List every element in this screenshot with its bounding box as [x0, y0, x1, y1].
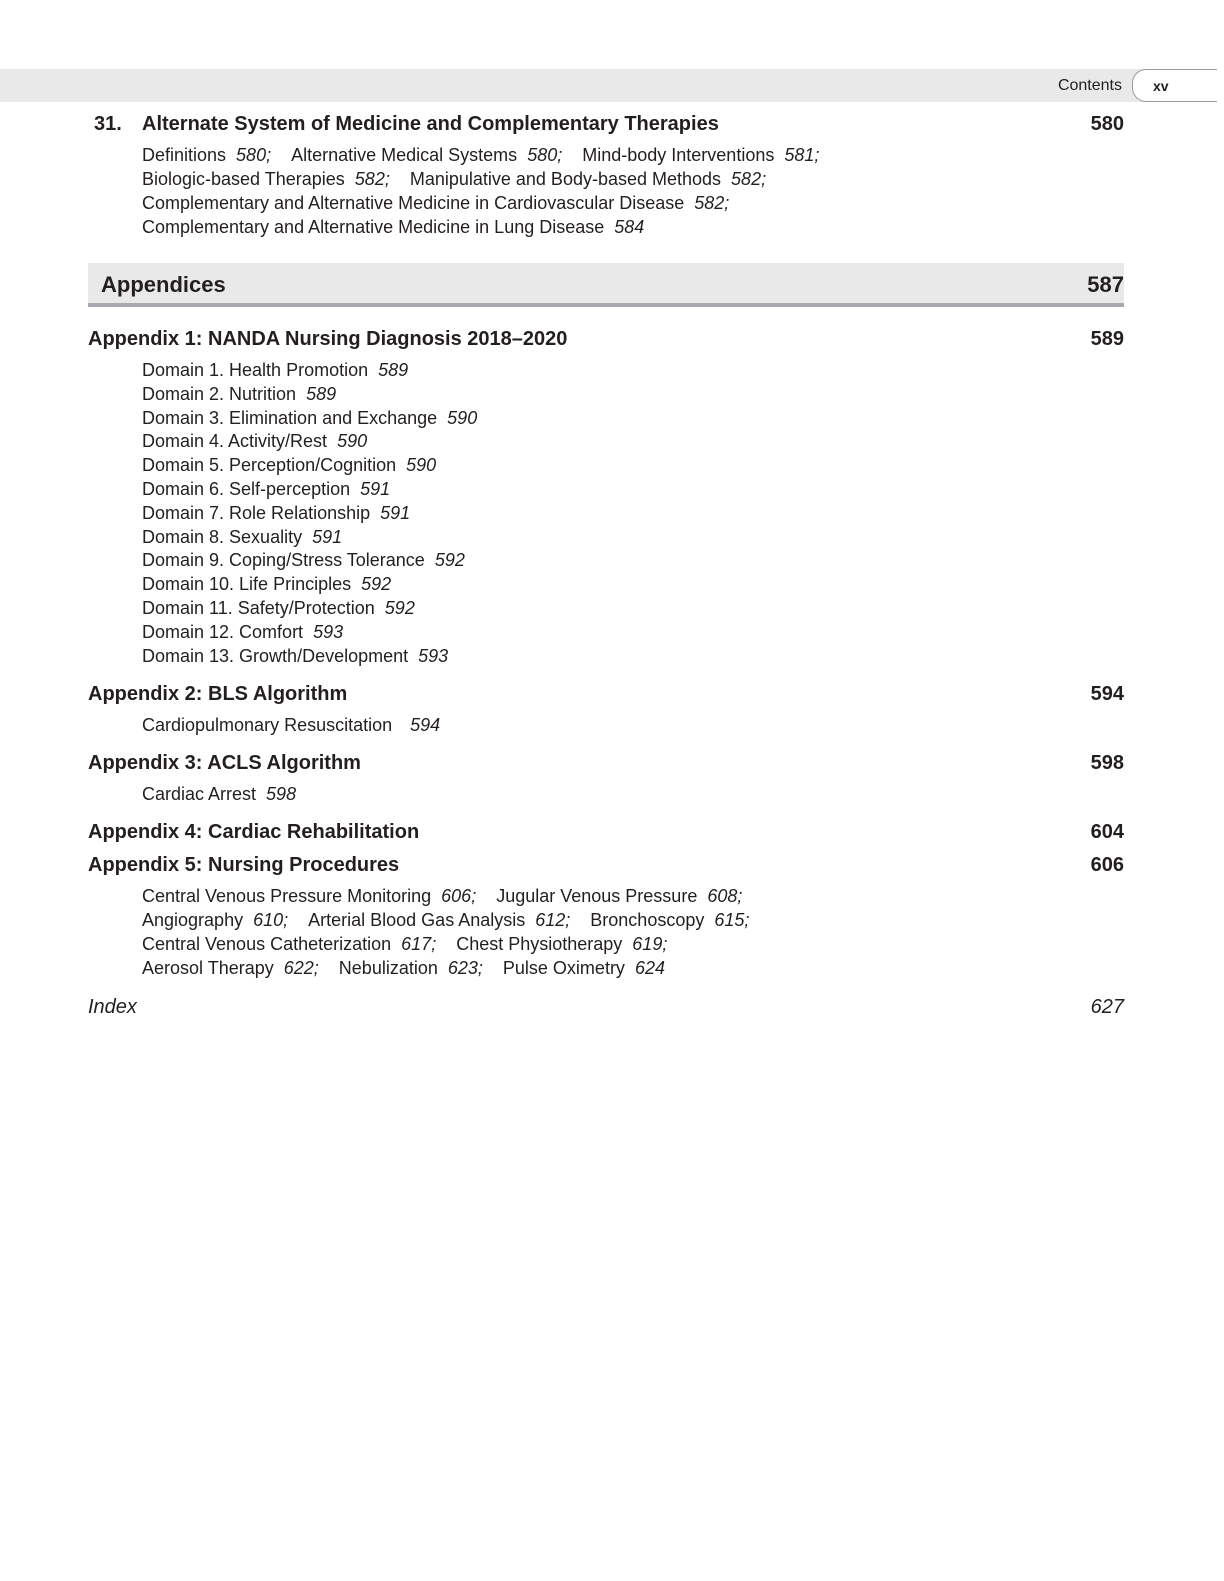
running-header-band [0, 69, 1214, 102]
domain-item[interactable] [142, 550, 465, 571]
appendix-3-title[interactable]: Appendix 3: ACLS Algorithm [88, 752, 361, 774]
subtopic-line [142, 934, 667, 955]
domain-item[interactable] [142, 646, 448, 667]
domain-page: 589 [306, 383, 337, 404]
appendix-1-page[interactable]: 589 [1090, 328, 1124, 350]
domain-page: 591 [360, 479, 391, 499]
subtopic-title[interactable]: Pulse Oximetry [502, 958, 625, 978]
subtopic-title[interactable]: Alternative Medical Systems [291, 145, 518, 165]
appendix-3-page[interactable]: 598 [1090, 752, 1124, 774]
subtopic-line [142, 886, 742, 907]
appendices-band [88, 263, 1124, 307]
subtopic-page: 608; [707, 886, 743, 906]
subtopic-line [142, 145, 819, 166]
domain-page: 592 [384, 598, 415, 618]
domain-page: 590 [337, 431, 368, 452]
appendix-2-title[interactable]: Appendix 2: BLS Algorithm [88, 683, 348, 705]
domain-page: 591 [312, 526, 343, 547]
subtopic-page: 580; [527, 145, 563, 165]
subtopic-line [142, 169, 766, 190]
subtopic-title[interactable]: Complementary and Alternative Medicine in Cardiovascular Disease [142, 193, 685, 213]
domain-item[interactable] [142, 360, 408, 381]
domain-page: 591 [380, 502, 411, 523]
domain-title: Domain 11. Safety/Protection [142, 598, 375, 618]
domain-page: 590 [406, 455, 437, 476]
appendix-1-title[interactable]: Appendix 1: NANDA Nursing Diagnosis 2018–2020 [88, 328, 568, 350]
subtopic-page: 619; [632, 934, 668, 954]
domain-item[interactable] [142, 598, 415, 619]
subtopic-page: 594 [410, 715, 441, 735]
subtopic-title[interactable]: Manipulative and Body-based Methods [409, 169, 722, 189]
subtopic-title: Cardiopulmonary Resuscitation [142, 715, 393, 735]
chapter-number: 31. [94, 113, 122, 135]
appendix-5-title[interactable]: Appendix 5: Nursing Procedures [88, 854, 400, 876]
domain-title: Domain 1. Health Promotion [142, 360, 369, 380]
appendix-5-page[interactable]: 606 [1090, 854, 1124, 876]
domain-title: Domain 2. Nutrition [142, 383, 297, 404]
subtopic-title[interactable]: Bronchoscopy [590, 910, 705, 930]
subtopic-page: 623; [447, 958, 483, 978]
subtopic-title[interactable]: Definitions [142, 145, 227, 165]
domain-item[interactable] [142, 503, 410, 524]
domain-page: 592 [361, 574, 392, 595]
subtopic-title[interactable]: Complementary and Alternative Medicine in Lung Disease [142, 217, 605, 237]
subtopic-page: 582; [354, 169, 390, 189]
domain-item[interactable] [142, 479, 390, 500]
appendix-4-title[interactable]: Appendix 4: Cardiac Rehabilitation [88, 821, 420, 843]
appendix-3-subtopic[interactable] [142, 784, 296, 805]
subtopic-page: 584 [614, 217, 645, 237]
subtopic-page: 624 [634, 958, 665, 978]
subtopic-page: 622; [283, 958, 319, 978]
domain-page: 593 [313, 621, 344, 642]
subtopic-line [142, 193, 729, 214]
appendix-4-page[interactable]: 604 [1090, 821, 1124, 843]
subtopic-title[interactable]: Aerosol Therapy [142, 958, 274, 978]
subtopic-page: 582; [731, 169, 767, 189]
subtopic-page: 582; [694, 193, 730, 213]
domain-title: Domain 8. Sexuality [142, 526, 303, 547]
index-page[interactable]: 627 [1090, 996, 1124, 1018]
chapter-page[interactable]: 580 [1090, 113, 1124, 135]
domain-title: Domain 7. Role Relationship [142, 502, 371, 523]
appendices-title[interactable]: Appendices [101, 272, 226, 297]
domain-item[interactable] [142, 574, 391, 595]
subtopic-page: 615; [714, 910, 750, 930]
index-title[interactable]: Index [88, 996, 137, 1018]
domain-title: Domain 12. Comfort [142, 621, 304, 642]
subtopic-title: Cardiac Arrest [142, 784, 257, 804]
subtopic-title[interactable]: Biologic-based Therapies [142, 169, 345, 189]
subtopic-line [142, 217, 644, 238]
subtopic-page: 598 [266, 784, 297, 804]
subtopic-line [142, 910, 749, 931]
domain-item[interactable] [142, 431, 367, 452]
domain-item[interactable] [142, 527, 342, 548]
subtopic-title[interactable]: Mind-body Interventions [582, 145, 775, 165]
domain-page: 592 [434, 550, 465, 571]
subtopic-title[interactable]: Nebulization [338, 958, 438, 978]
domain-title: Domain 9. Coping/Stress Tolerance [142, 550, 425, 571]
subtopic-page: 617; [401, 934, 437, 954]
subtopic-page: 610; [253, 910, 289, 930]
domain-title: Domain 10. Life Principles [142, 574, 352, 595]
domain-item[interactable] [142, 455, 436, 476]
domain-title: Domain 13. Growth/Development [142, 645, 409, 666]
domain-page: 593 [418, 645, 449, 666]
subtopic-title[interactable]: Angiography [142, 910, 244, 930]
page-number-tab [1132, 69, 1217, 102]
domain-item[interactable] [142, 408, 477, 429]
appendix-2-subtopic[interactable] [142, 715, 440, 736]
domain-item[interactable] [142, 384, 336, 405]
subtopic-title[interactable]: Central Venous Catheterization [142, 934, 392, 954]
domain-title: Domain 6. Self-perception [142, 479, 351, 499]
appendix-2-page[interactable]: 594 [1090, 683, 1124, 705]
subtopic-page: 580; [236, 145, 272, 165]
domain-item[interactable] [142, 622, 343, 643]
domain-title: Domain 4. Activity/Rest [142, 431, 328, 452]
appendices-page[interactable]: 587 [1087, 272, 1124, 297]
domain-page: 590 [447, 407, 478, 428]
page-number: xv [1153, 78, 1169, 94]
running-header-label: Contents [1057, 77, 1122, 94]
subtopic-line [142, 958, 665, 979]
subtopic-title[interactable]: Chest Physiotherapy [456, 934, 623, 954]
subtopic-page: 581; [784, 145, 820, 165]
subtopic-title[interactable]: Jugular Venous Pressure [496, 886, 698, 906]
domain-title: Domain 5. Perception/Cognition [142, 455, 397, 476]
subtopic-title[interactable]: Arterial Blood Gas Analysis [308, 910, 526, 930]
subtopic-page: 612; [535, 910, 571, 930]
chapter-title[interactable]: Alternate System of Medicine and Complementary Therapies [142, 113, 719, 135]
domain-page: 589 [378, 360, 409, 380]
subtopic-page: 606; [441, 886, 477, 906]
domain-title: Domain 3. Elimination and Exchange [142, 407, 438, 428]
subtopic-title[interactable]: Central Venous Pressure Monitoring [142, 886, 432, 906]
